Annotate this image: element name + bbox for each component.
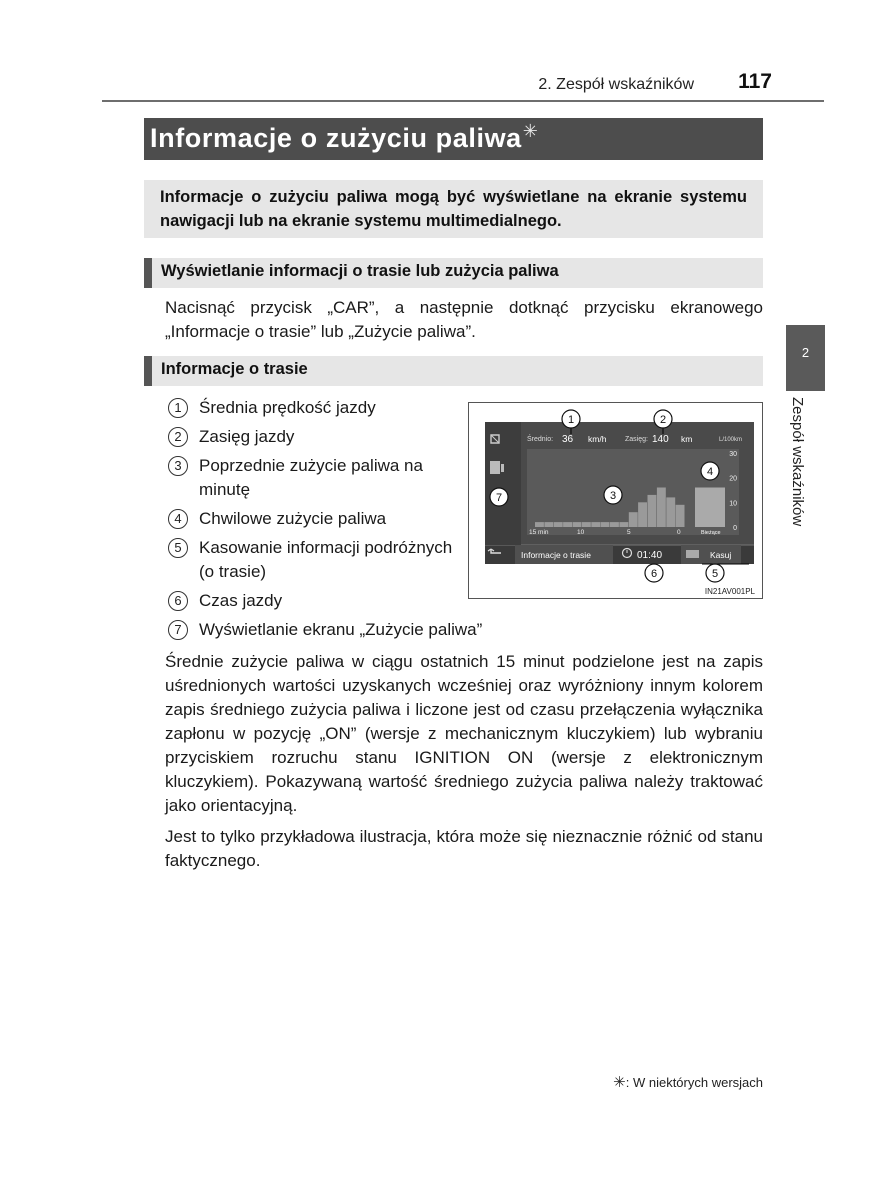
- callout-7: [490, 488, 508, 506]
- subheading-display-label: Wyświetlanie informacji o trasie lub zużycia paliwa: [161, 262, 559, 280]
- asterisk-marker: ✳: [522, 121, 539, 141]
- callout-number: 7: [168, 620, 188, 640]
- avg-speed-value: 36: [562, 434, 574, 445]
- history-bar: [573, 522, 582, 527]
- chapter-title: 2. Zespół wskaźników: [538, 76, 694, 93]
- trip-info-button-label: Informacje o trasie: [521, 550, 591, 560]
- footnote-marker: ✳: [613, 1074, 626, 1091]
- reset-icon: [686, 550, 699, 558]
- history-bar: [648, 495, 657, 527]
- legend-label: Chwilowe zużycie paliwa: [199, 509, 387, 528]
- history-bar: [657, 488, 666, 528]
- history-bar: [676, 505, 685, 527]
- legend-item: [165, 396, 465, 420]
- intro-text: Informacje o zużyciu paliwa mogą być wyświetlane na ekranie systemu nawigacji lub na ekranie systemu multimedialnego.: [160, 188, 747, 230]
- range-value: 140: [652, 434, 669, 445]
- callout-number: 2: [168, 427, 188, 447]
- section-title: [150, 121, 538, 154]
- legend-item: [165, 507, 465, 531]
- callout-number: 5: [168, 538, 188, 558]
- current-label: Bieżące: [701, 530, 721, 536]
- history-bar: [535, 522, 544, 527]
- avg-speed-label: Średnio:: [527, 436, 554, 443]
- range-label: Zasięg:: [625, 436, 648, 443]
- y-tick-label: 0: [733, 525, 737, 532]
- callout-number: 6: [168, 591, 188, 611]
- history-bar: [619, 522, 628, 527]
- x-tick-label: 0: [677, 529, 681, 536]
- subheading-trip-label: Informacje o trasie: [161, 360, 308, 378]
- svg-text:4: 4: [706, 466, 714, 478]
- callout-number: 4: [168, 509, 188, 529]
- current-consumption-bar: [695, 488, 725, 528]
- history-bar: [544, 522, 553, 527]
- legend-item: [165, 618, 585, 642]
- chapter-side-label: [782, 397, 812, 557]
- section-title-bar: [144, 118, 763, 160]
- fuel-unit-label: L/100km: [719, 437, 743, 443]
- svg-text:1: 1: [567, 414, 575, 426]
- avg-speed-unit: km/h: [588, 434, 607, 444]
- legend-label: Kasowanie informacji podróżnych (o trasie): [199, 538, 453, 581]
- figure-code: IN21AV001PL: [704, 587, 755, 596]
- legend-item: [165, 425, 465, 449]
- svg-text:2: 2: [659, 414, 667, 426]
- legend-label: Poprzednie zużycie paliwa na minutę: [199, 456, 423, 499]
- footnote: [613, 1073, 763, 1091]
- legend-item: [165, 589, 465, 613]
- display-instructions: Nacisnąć przycisk „CAR”, a następnie dotknąć przycisku ekranowego „Informacje o trasie” lub „Zużycie paliwa”.: [165, 298, 763, 341]
- legend-label: Zasięg jazdy: [199, 427, 295, 446]
- figure-frame: [468, 402, 763, 599]
- page-number: 117: [738, 70, 772, 93]
- screen-illustration: [469, 403, 764, 600]
- intro-box: [144, 180, 763, 238]
- x-tick-label: 10: [577, 529, 585, 536]
- svg-text:6: 6: [650, 568, 658, 580]
- callout-3: [604, 486, 622, 504]
- section-title-text: Informacje o zużyciu paliwa: [150, 123, 522, 153]
- chapter-side-label-text: Zespół wskaźników: [789, 397, 806, 527]
- svg-text:3: 3: [609, 490, 617, 502]
- legend-label: Czas jazdy: [199, 591, 283, 610]
- x-tick-label: 15 min: [529, 529, 549, 536]
- subheading-trip: [144, 356, 763, 386]
- range-unit: km: [681, 434, 693, 444]
- history-bar: [582, 522, 591, 527]
- x-tick-label: 5: [627, 529, 631, 536]
- callout-number: 3: [168, 456, 188, 476]
- history-bar: [666, 497, 675, 527]
- history-bar: [591, 522, 600, 527]
- legend-label: Wyświetlanie ekranu „Zużycie paliwa”: [199, 620, 483, 639]
- illustration-note: Jest to tylko przykładowa ilustracja, która może się nieznacznie różnić od stanu faktycznego.: [165, 827, 763, 870]
- chapter-tab-number: 2: [801, 345, 810, 360]
- chapter-tab: [786, 325, 825, 391]
- history-bar: [610, 522, 619, 527]
- y-tick-label: 30: [729, 451, 737, 458]
- drive-time: 01:40: [637, 550, 663, 561]
- callout-number: 1: [168, 398, 188, 418]
- y-tick-label: 20: [729, 475, 737, 483]
- legend-item: [165, 536, 465, 584]
- fuel-description: Średnie zużycie paliwa w ciągu ostatnich 15 minut podzielone jest na zapis uśrednionych wartości uzyskanych wcześniej oraz wyróżniony innym kolorem zapis średniego zużycia paliwa i liczone jest od czasu przełączenia wyłącznika zapłonu w pozycję „ON” (wersje z mechanicznym kluczykiem) lub wybraniu przyciskiem rozruchu stanu IGNITION ON (wersje z elektronicznym kluczykiem). Pokazywaną wartość średniego zużycia paliwa należy traktować jako orientacyjną.: [165, 652, 763, 815]
- svg-text:5: 5: [711, 568, 719, 580]
- history-bar: [629, 512, 638, 527]
- callout-4: [701, 462, 719, 480]
- history-bar: [554, 522, 563, 527]
- history-bar: [638, 502, 647, 527]
- callout-5: [702, 564, 749, 582]
- legend-item: [165, 454, 465, 502]
- svg-text:7: 7: [495, 492, 503, 504]
- page-header: [102, 70, 824, 102]
- callout-legend: [165, 396, 483, 647]
- history-bar: [601, 522, 610, 527]
- subheading-display: [144, 258, 763, 288]
- reset-button-label: Kasuj: [710, 550, 732, 560]
- y-tick-label: 10: [729, 500, 737, 508]
- legend-label: Średnia prędkość jazdy: [199, 398, 376, 417]
- callout-6: [645, 564, 663, 582]
- footnote-text: : W niektórych wersjach: [625, 1075, 763, 1090]
- history-bar: [563, 522, 572, 527]
